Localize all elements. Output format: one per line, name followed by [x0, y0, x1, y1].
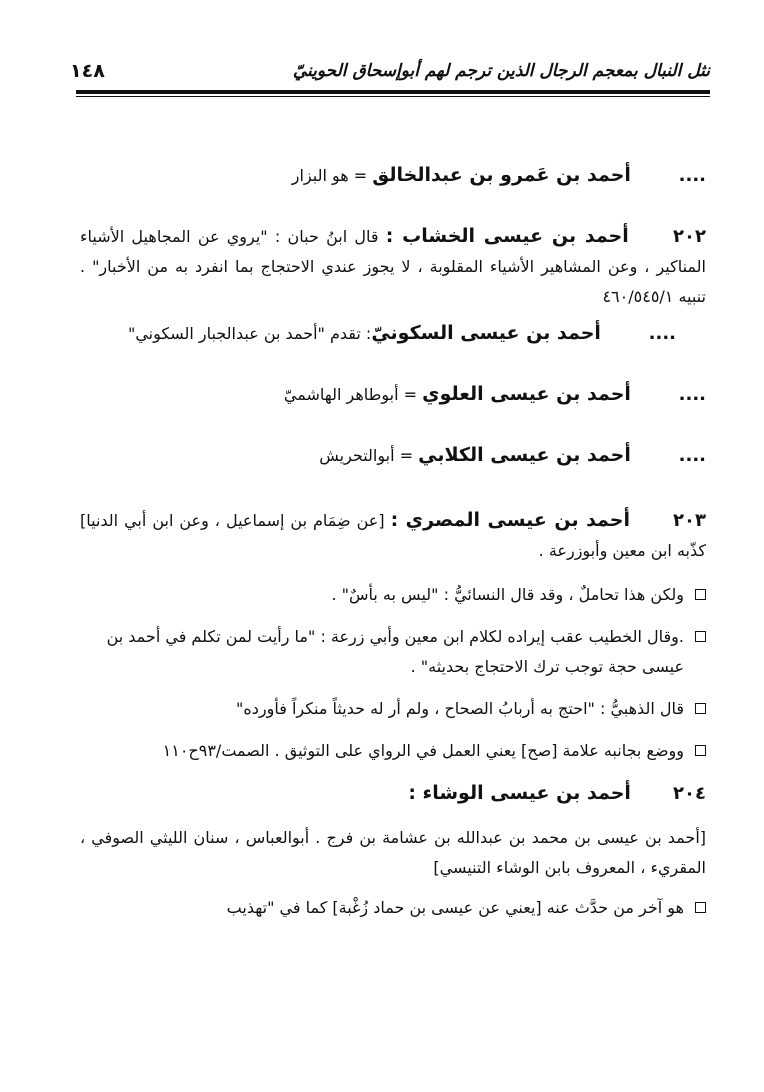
entry-marker: .... — [648, 323, 676, 344]
entry-name: أحمد بن عيسى الوشاء : — [408, 782, 631, 804]
entry-text: [عن ضِمَام بن إسماعيل ، وعن ابن أبي الدنيا] كذّبه ابن معين وأبوزرعة . — [80, 511, 706, 560]
page-header — [70, 56, 710, 86]
bullet-text: .وقال الخطيب عقب إيراده لكلام ابن معين وأبي زرعة : "ما رأيت لمن تكلم في أحمد بن عيسى حجة توجب ترك الاحتجاج بحديثه" . — [106, 627, 684, 676]
square-bullet-icon — [695, 902, 706, 913]
bullet-text: قال الذهبيُّ : "احتج به أربابُ الصحاح ، ولم أر له حديثاً منكراً فأورده" — [236, 699, 684, 718]
entry-203 — [80, 505, 706, 566]
bullet-item — [80, 580, 706, 610]
bullet-text: هو آخر من حدَّث عنه [يعني عن عيسى بن حماد زُغْبة] كما في "تهذيب — [226, 898, 684, 917]
bullet-item — [80, 622, 706, 682]
entry-text: : تقدم "أحمد بن عبدالجبار السكوني" — [127, 324, 372, 343]
entry-sakuni — [80, 318, 706, 349]
bullet-text: ولكن هذا تحاملٌ ، وقد قال النسائيُّ : "ليس به بأسٌ" . — [331, 585, 684, 604]
entry-name: أحمد بن عيسى السكونيّ — [371, 322, 601, 344]
entry-name: أحمد بن عيسى الكلابي — [418, 444, 631, 466]
entry-name: أحمد بن عيسى العلوي — [422, 383, 631, 405]
square-bullet-icon — [695, 745, 706, 756]
bullet-text: ووضع بجانبه علامة [صح] يعني العمل في الرواي على التوثيق . الصمت/٩٣ح١١٠ — [162, 741, 684, 760]
entry-202 — [80, 221, 706, 312]
entry-ahmad-ibn-amr — [80, 160, 706, 191]
running-title: نثل النبال بمعجم الرجال الذين ترجم لهم أبوإسحاق الحوينيّ — [292, 61, 710, 81]
bullet-item — [80, 736, 706, 766]
square-bullet-icon — [695, 589, 706, 600]
entry-marker: .... — [678, 165, 706, 186]
entry-marker: .... — [678, 384, 706, 405]
entry-name: أحمد بن عيسى المصري : — [390, 509, 631, 531]
bullet-item — [80, 694, 706, 724]
square-bullet-icon — [695, 631, 706, 642]
entry-text: = أبوالتحريش — [319, 446, 419, 465]
bullet-item — [80, 893, 706, 923]
entry-text: = أبوطاهر الهاشميّ — [283, 385, 423, 404]
entry-number: ٢٠٣ — [673, 510, 706, 531]
entry-name: أحمد بن عيسى الخشاب : — [385, 225, 629, 247]
page-body — [80, 160, 706, 935]
entry-number: ٢٠٤ — [673, 783, 706, 804]
entry-alawi — [80, 379, 706, 410]
page-number: ١٤٨ — [70, 60, 105, 82]
entry-number: ٢٠٢ — [673, 226, 706, 247]
entry-marker: .... — [678, 445, 706, 466]
entry-text: = هو البزار — [291, 166, 373, 185]
square-bullet-icon — [695, 703, 706, 714]
entry-text: قال ابنُ حبان : "يروي عن المجاهيل الأشياء المناكير ، وعن المشاهير الأشياء المقلوبة ، لا يجوز عندي الاحتجاج بما انفرد به من الأخبار" . تنبيه ٤٦٠/٥٤٥/١ — [80, 227, 706, 306]
entry-name: أحمد بن عَمرو بن عبدالخالق — [372, 164, 631, 186]
entry-204-description: [أحمد بن عيسى بن محمد بن عبدالله بن عشامة بن فرج . أبوالعباس ، سنان الليثي الصوفي ، المقريء ، المعروف بابن الوشاء التنيسي] — [80, 828, 706, 877]
entry-204 — [80, 778, 706, 809]
entry-kilabi — [80, 440, 706, 471]
header-rule-thin — [76, 96, 710, 97]
header-rule-thick — [76, 90, 710, 94]
